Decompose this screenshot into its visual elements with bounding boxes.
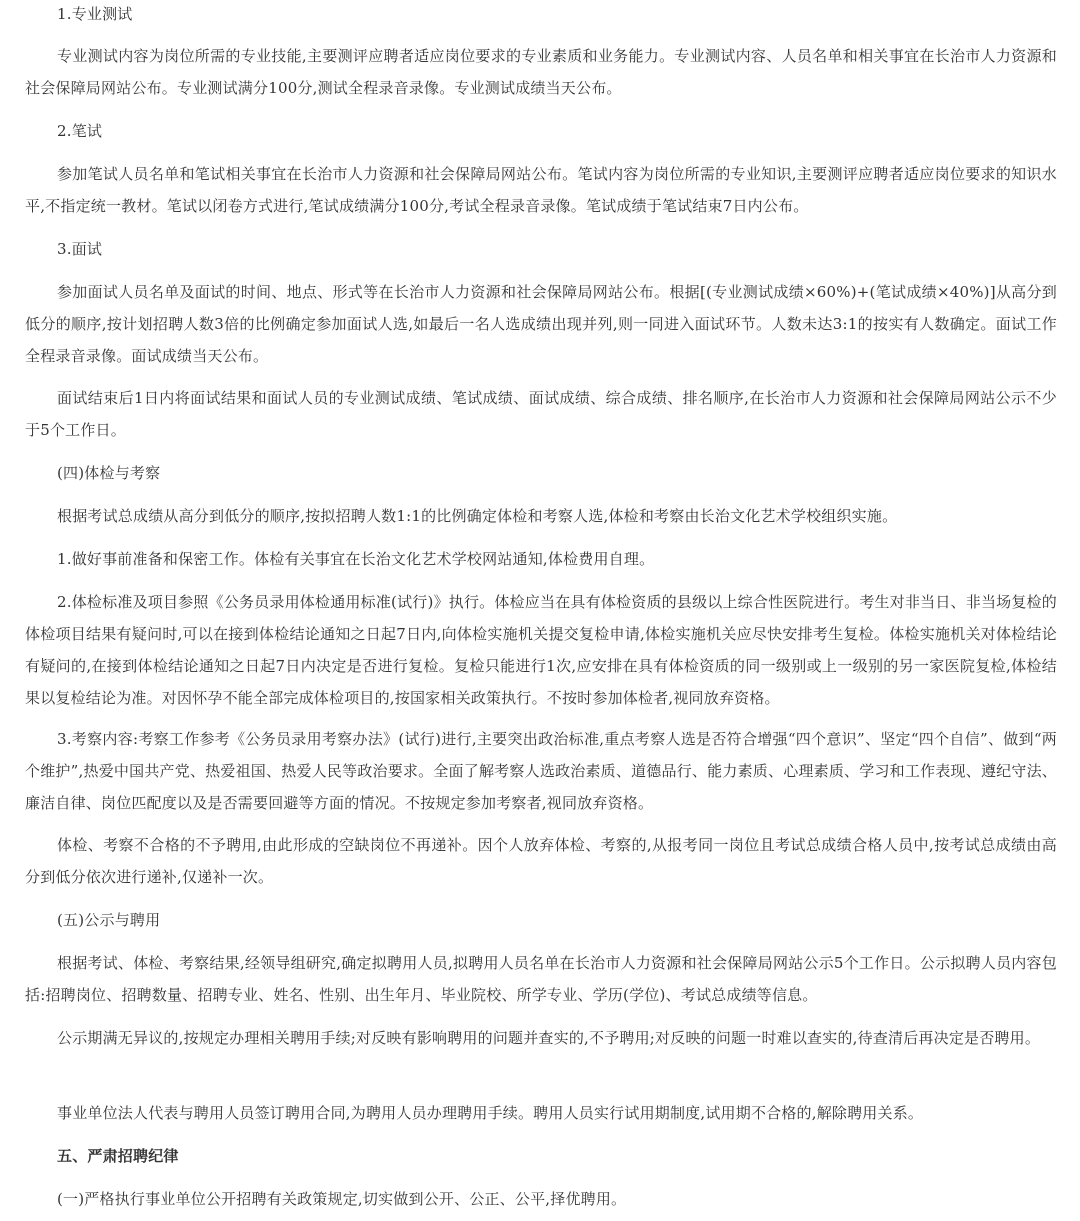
paragraph-unqualified: 体检、考察不合格的不予聘用,由此形成的空缺岗位不再递补。因个人放弃体检、考察的,从报考同一岗位且考试总成绩合格人员中,按考试总成绩由高分到低分依次进行递补,仅递补一次。	[25, 836, 1057, 886]
heading-written-test: 2.笔试	[57, 122, 103, 140]
paragraph-discipline-1: (一)严格执行事业单位公开招聘有关政策规定,切实做到公开、公正、公平,择优聘用。	[57, 1190, 627, 1208]
paragraph-physical-exam-intro: 根据考试总成绩从高分到低分的顺序,按拟招聘人数1:1的比例确定体检和考察人选,体检和考察由长治文化艺术学校组织实施。	[57, 507, 898, 525]
paragraph-written-test: 参加笔试人员名单和笔试相关事宜在长治市人力资源和社会保障局网站公布。笔试内容为岗位所需的专业知识,主要测评应聘者适应岗位要求的知识水平,不指定统一教材。笔试以闭卷方式进行,笔试成绩满分100分,考试全程录音录像。笔试成绩于笔试结束7日内公布。	[25, 165, 1057, 215]
paragraph-interview: 参加面试人员名单及面试的时间、地点、形式等在长治市人力资源和社会保障局网站公布。根据[(专业测试成绩×60%)+(笔试成绩×40%)]从高分到低分的顺序,按计划招聘人数3倍的比例确定参加面试人选,如最后一名人选成绩出现并列,则一同进入面试环节。人数未达3:1的按实有人数确定。面试工作全程录音录像。面试成绩当天公布。	[25, 283, 1057, 365]
paragraph-inspection: 3.考察内容:考察工作参考《公务员录用考察办法》(试行)进行,主要突出政治标准,重点考察人选是否符合增强“四个意识”、坚定“四个自信”、做到“两个维护”,热爱中国共产党、热爱祖国、热爱人民等政治要求。全面了解考察人选政治素质、道德品行、能力素质、心理素质、学习和工作表现、遵纪守法、廉洁自律、岗位匹配度以及是否需要回避等方面的情况。不按规定参加考察者,视同放弃资格。	[25, 730, 1057, 812]
heading-physical-exam: (四)体检与考察	[57, 464, 161, 482]
paragraph-publicity: 根据考试、体检、考察结果,经领导组研究,确定拟聘用人员,拟聘用人员名单在长治市人力资源和社会保障局网站公示5个工作日。公示拟聘人员内容包括:招聘岗位、招聘数量、招聘专业、姓名、性别、出生年月、毕业院校、所学专业、学历(学位)、考试总成绩等信息。	[25, 954, 1057, 1004]
heading-publicity: (五)公示与聘用	[57, 911, 161, 929]
paragraph-no-objection: 公示期满无异议的,按规定办理相关聘用手续;对反映有影响聘用的问题并查实的,不予聘用;对反映的问题一时难以查实的,待查清后再决定是否聘用。	[57, 1029, 1041, 1047]
paragraph-professional-test: 专业测试内容为岗位所需的专业技能,主要测评应聘者适应岗位要求的专业素质和业务能力。专业测试内容、人员名单和相关事宜在长治市人力资源和社会保障局网站公布。专业测试满分100分,测试全程录音录像。专业测试成绩当天公布。	[25, 47, 1057, 97]
paragraph-contract: 事业单位法人代表与聘用人员签订聘用合同,为聘用人员办理聘用手续。聘用人员实行试用期制度,试用期不合格的,解除聘用关系。	[57, 1104, 924, 1122]
heading-professional-test: 1.专业测试	[57, 5, 133, 23]
heading-interview: 3.面试	[57, 240, 103, 258]
heading-discipline: 五、严肃招聘纪律	[57, 1147, 179, 1165]
paragraph-preparation: 1.做好事前准备和保密工作。体检有关事宜在长治文化艺术学校网站通知,体检费用自理。	[57, 550, 655, 568]
paragraph-interview-publicity: 面试结束后1日内将面试结果和面试人员的专业测试成绩、笔试成绩、面试成绩、综合成绩、排名顺序,在长治市人力资源和社会保障局网站公示不少于5个工作日。	[25, 389, 1057, 439]
paragraph-exam-standard: 2.体检标准及项目参照《公务员录用体检通用标准(试行)》执行。体检应当在具有体检资质的县级以上综合性医院进行。考生对非当日、非当场复检的体检项目结果有疑问时,可以在接到体检结论通知之日起7日内,向体检实施机关提交复检申请,体检实施机关应尽快安排考生复检。体检实施机关对体检结论有疑问的,在接到体检结论通知之日起7日内决定是否进行复检。复检只能进行1次,应安排在具有体检资质的同一级别或上一级别的另一家医院复检,体检结果以复检结论为准。对因怀孕不能全部完成体检项目的,按国家相关政策执行。不按时参加体检者,视同放弃资格。	[25, 593, 1057, 707]
